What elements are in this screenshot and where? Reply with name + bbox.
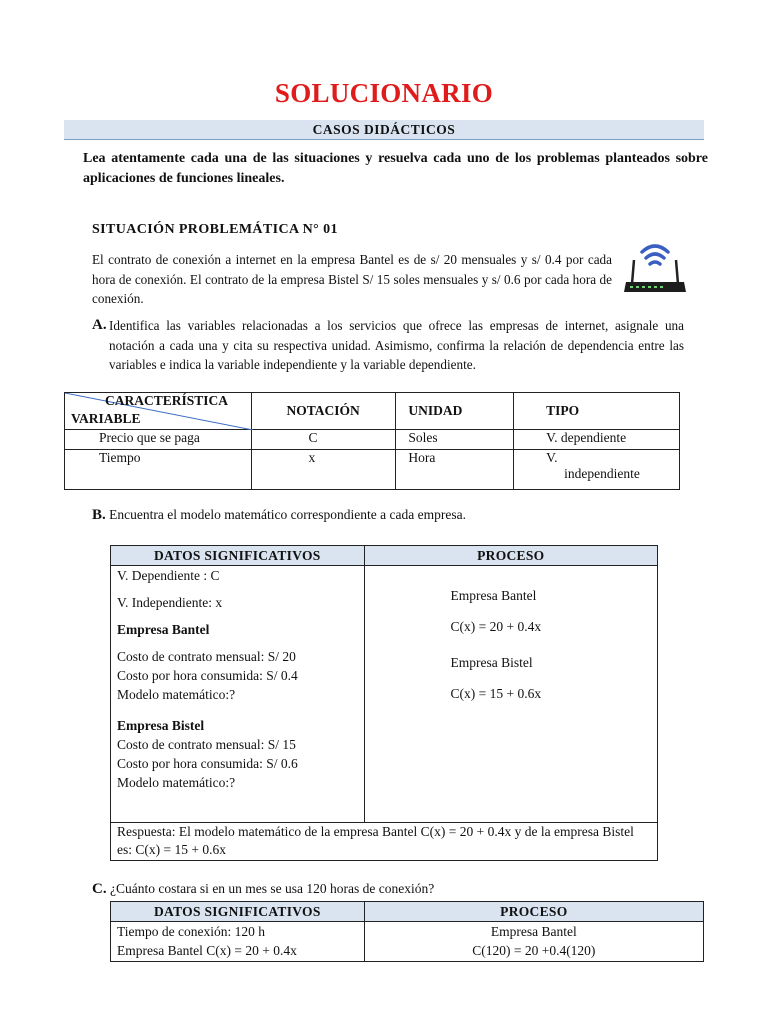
document-title: SOLUCIONARIO (274, 78, 494, 108)
bistel-title: Empresa Bistel (117, 718, 205, 733)
bistel-label: Empresa Bistel (450, 655, 533, 670)
datos-line: Empresa Bantel C(x) = 20 + 0.4x (117, 943, 297, 958)
header-datos: DATOS SIGNIFICATIVOS (111, 902, 365, 922)
proceso-cell (364, 922, 703, 962)
cell-tipo-line1: V. (546, 450, 558, 465)
situation-text: El contrato de conexión a internet en la empresa Bantel es de s/ 20 mensuales y s/ 0.4 por cada hora de conexión. El contrato de la empresa Bistel S/ 15 soles mensuales y s/ 0.6 por cada hora de conexión. (92, 252, 612, 306)
question-a-label: A. (92, 317, 107, 333)
corner-header-bottom: VARIABLE (71, 411, 141, 426)
indep-variable: V. Independiente: x (117, 595, 223, 610)
header-unidad: UNIDAD (396, 393, 514, 430)
bistel-formula: C(x) = 15 + 0.6x (450, 686, 542, 701)
bistel-line: Costo por hora consumida: S/ 0.6 (117, 756, 298, 771)
answer-cell: Respuesta: El modelo matemático de la empresa Bantel C(x) = 20 + 0.4x y de la empresa Bistel es: C(x) = 15 + 0.6x (111, 823, 658, 861)
cell-notacion: C (252, 430, 396, 450)
proceso-cell (364, 566, 657, 823)
bantel-line: Modelo matemático:? (117, 687, 236, 702)
dep-variable: V. Dependiente : C (117, 568, 220, 583)
question-c (92, 881, 434, 898)
bantel-line: Costo de contrato mensual: S/ 20 (117, 649, 296, 664)
wifi-router-icon (620, 238, 690, 296)
datos-cell (111, 566, 365, 823)
corner-header-top: CARACTERÍSTICA (105, 393, 229, 408)
header-tipo: TIPO (514, 393, 680, 430)
cell-tipo (514, 450, 680, 490)
situation-heading: SITUACIÓN PROBLEMÁTICA N° 01 (92, 222, 338, 237)
table-row (65, 430, 680, 450)
question-b (92, 507, 466, 524)
bistel-line: Modelo matemático:? (117, 775, 236, 790)
bantel-formula: C(x) = 20 + 0.4x (450, 619, 542, 634)
header-notacion: NOTACIÓN (252, 393, 396, 430)
cell-variable: Tiempo (65, 450, 252, 490)
header-proceso: PROCESO (364, 546, 657, 566)
bantel-title: Empresa Bantel (117, 622, 210, 637)
cell-notacion: x (252, 450, 396, 490)
header-datos: DATOS SIGNIFICATIVOS (111, 546, 365, 566)
diagonal-header-cell (65, 393, 252, 430)
proceso-line: C(120) = 20 +0.4(120) (472, 943, 596, 958)
cell-unidad: Soles (396, 430, 514, 450)
cell-tipo-line2: independiente (564, 466, 640, 481)
header-proceso: PROCESO (364, 902, 703, 922)
question-b-label: B. (92, 507, 106, 523)
intro-instructions: Lea atentamente cada una de las situaciones y resuelva cada uno de los problemas planteados sobre aplicaciones de funciones lineales. (83, 151, 708, 186)
model-table (110, 545, 658, 861)
section-subtitle-bar: CASOS DIDÁCTICOS (64, 120, 704, 140)
table-row (65, 450, 680, 490)
question-a-text: Identifica las variables relacionadas a los servicios que ofrece las empresas de internet, asignale una notación a cada una y cita su respectiva unidad. Asimismo, confirma la relación de dependencia entre las variables e indica la variable independiente y la variable dependiente. (109, 318, 684, 372)
cell-variable: Precio que se paga (65, 430, 252, 450)
datos-cell (111, 922, 365, 962)
question-a (92, 315, 684, 375)
question-c-label: C. (92, 881, 107, 897)
bistel-line: Costo de contrato mensual: S/ 15 (117, 737, 296, 752)
cost-table (110, 901, 704, 962)
question-b-text: Encuentra el modelo matemático correspondiente a cada empresa. (109, 507, 466, 522)
question-c-text: ¿Cuánto costara si en un mes se usa 120 horas de conexión? (109, 881, 435, 896)
proceso-line: Empresa Bantel (490, 924, 577, 939)
datos-line: Tiempo de conexión: 120 h (117, 924, 265, 939)
cell-unidad: Hora (396, 450, 514, 490)
variables-table (64, 392, 680, 490)
bantel-line: Costo por hora consumida: S/ 0.4 (117, 668, 298, 683)
cell-tipo: V. dependiente (514, 430, 680, 450)
bantel-label: Empresa Bantel (450, 588, 537, 603)
